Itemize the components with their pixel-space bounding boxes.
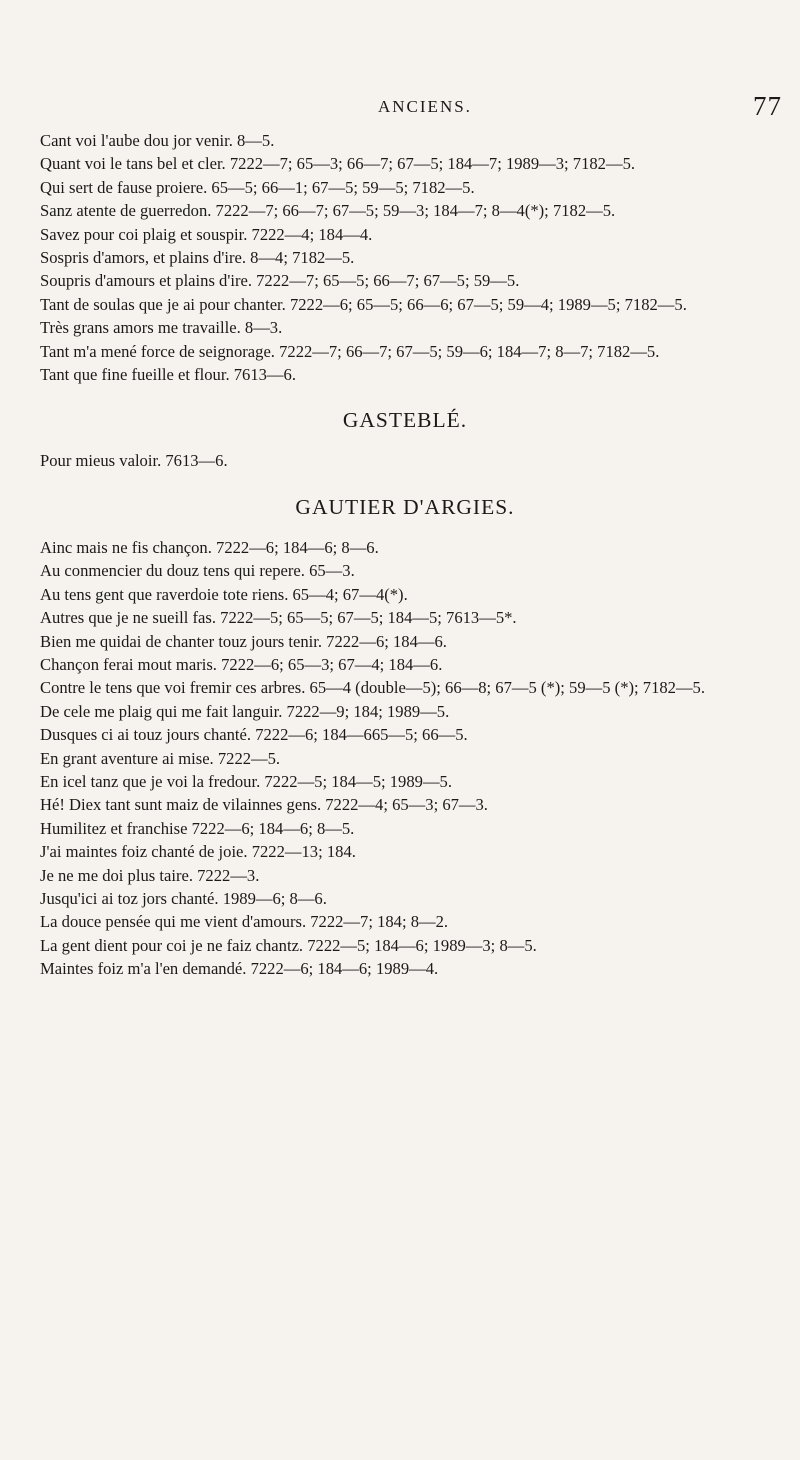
author-heading: GASTEBLÉ. xyxy=(342,408,468,433)
author-section xyxy=(40,408,770,472)
author-heading: GAUTIER D'ARGIES. xyxy=(295,494,515,519)
song-entry: Jusqu'ici ai toz jors chanté. 1989—6; 8—6. xyxy=(40,888,327,908)
song-entry: Autres que je ne sueill fas. 7222—5; 65—5; 67—5; 184—5; 7613—5*. xyxy=(40,608,517,628)
song-entry: Je ne me doi plus taire. 7222—3. xyxy=(40,865,260,885)
song-entry: Cant voi l'aube dou jor venir. 8—5. xyxy=(40,131,275,150)
song-entry: Qui sert de fause proiere. 65—5; 66—1; 67—5; 59—5; 7182—5. xyxy=(40,177,475,197)
song-entry: Humilitez et franchise 7222—6; 184—6; 8—5. xyxy=(40,818,355,838)
song-entry: Contre le tens que voi fremir ces arbres. 65—4 (double—5); 66—8; 67—5 (*); 59—5 (*); 7182—5. xyxy=(40,678,705,698)
index-listing xyxy=(40,129,770,981)
song-entry: De cele me plaig qui me fait languir. 7222—9; 184; 1989—5. xyxy=(40,701,450,721)
song-entry: Au tens gent que raverdoie tote riens. 65—4; 67—4(*). xyxy=(40,584,408,604)
song-entry: Au conmencier du douz tens qui repere. 65—3. xyxy=(40,561,355,581)
song-entry: Bien me quidai de chanter touz jours tenir. 7222—6; 184—6. xyxy=(40,631,447,651)
song-entry: Tant m'a mené force de seignorage. 7222—7; 66—7; 67—5; 59—6; 184—7; 8—7; 7182—5. xyxy=(40,341,660,361)
song-entry: Ainc mais ne fis chançon. 7222—6; 184—6; 8—6. xyxy=(40,537,379,557)
song-entry: La gent dient pour coi je ne faiz chantz. 7222—5; 184—6; 1989—3; 8—5. xyxy=(40,935,537,955)
song-entry: Tant que fine fueille et flour. 7613—6. xyxy=(40,365,296,385)
author-section xyxy=(40,129,770,386)
page-number: 77 xyxy=(753,91,782,121)
song-entry: Hé! Diex tant sunt maiz de vilainnes gens. 7222—4; 65—3; 67—3. xyxy=(40,795,488,815)
song-entry: J'ai maintes foiz chanté de joie. 7222—13; 184. xyxy=(40,842,356,862)
song-entry: La douce pensée qui me vient d'amours. 7222—7; 184; 8—2. xyxy=(40,912,449,932)
author-section xyxy=(40,495,770,981)
song-entry: Soupris d'amours et plains d'ire. 7222—7; 65—5; 66—7; 67—5; 59—5. xyxy=(40,271,520,291)
song-entry: Sanz atente de guerredon. 7222—7; 66—7; 67—5; 59—3; 184—7; 8—4(*); 7182—5. xyxy=(40,201,616,221)
song-entry: Quant voi le tans bel et cler. 7222—7; 65—3; 66—7; 67—5; 184—7; 1989—3; 7182—5. xyxy=(40,154,636,174)
running-title: ANCIENS. xyxy=(378,97,472,116)
song-entry: Pour mieus valoir. 7613—6. xyxy=(40,451,228,471)
song-entry: En grant aventure ai mise. 7222—5. xyxy=(40,748,281,768)
song-entry: En icel tanz que je voi la fredour. 7222—5; 184—5; 1989—5. xyxy=(40,771,452,791)
song-entry: Dusques ci ai touz jours chanté. 7222—6; 184—665—5; 66—5. xyxy=(40,725,468,745)
song-entry: Sospris d'amors, et plains d'ire. 8—4; 7182—5. xyxy=(40,248,355,268)
running-head xyxy=(0,91,800,127)
song-entry: Maintes foiz m'a l'en demandé. 7222—6; 184—6; 1989—4. xyxy=(40,959,439,979)
song-entry: Tant de soulas que je ai pour chanter. 7222—6; 65—5; 66—6; 67—5; 59—4; 1989—5; 7182—5. xyxy=(40,294,687,314)
song-entry: Savez pour coi plaig et souspir. 7222—4; 184—4. xyxy=(40,224,373,244)
song-entry: Chançon ferai mout maris. 7222—6; 65—3; 67—4; 184—6. xyxy=(40,654,443,674)
song-entry: Très grans amors me travaille. 8—3. xyxy=(40,318,283,338)
